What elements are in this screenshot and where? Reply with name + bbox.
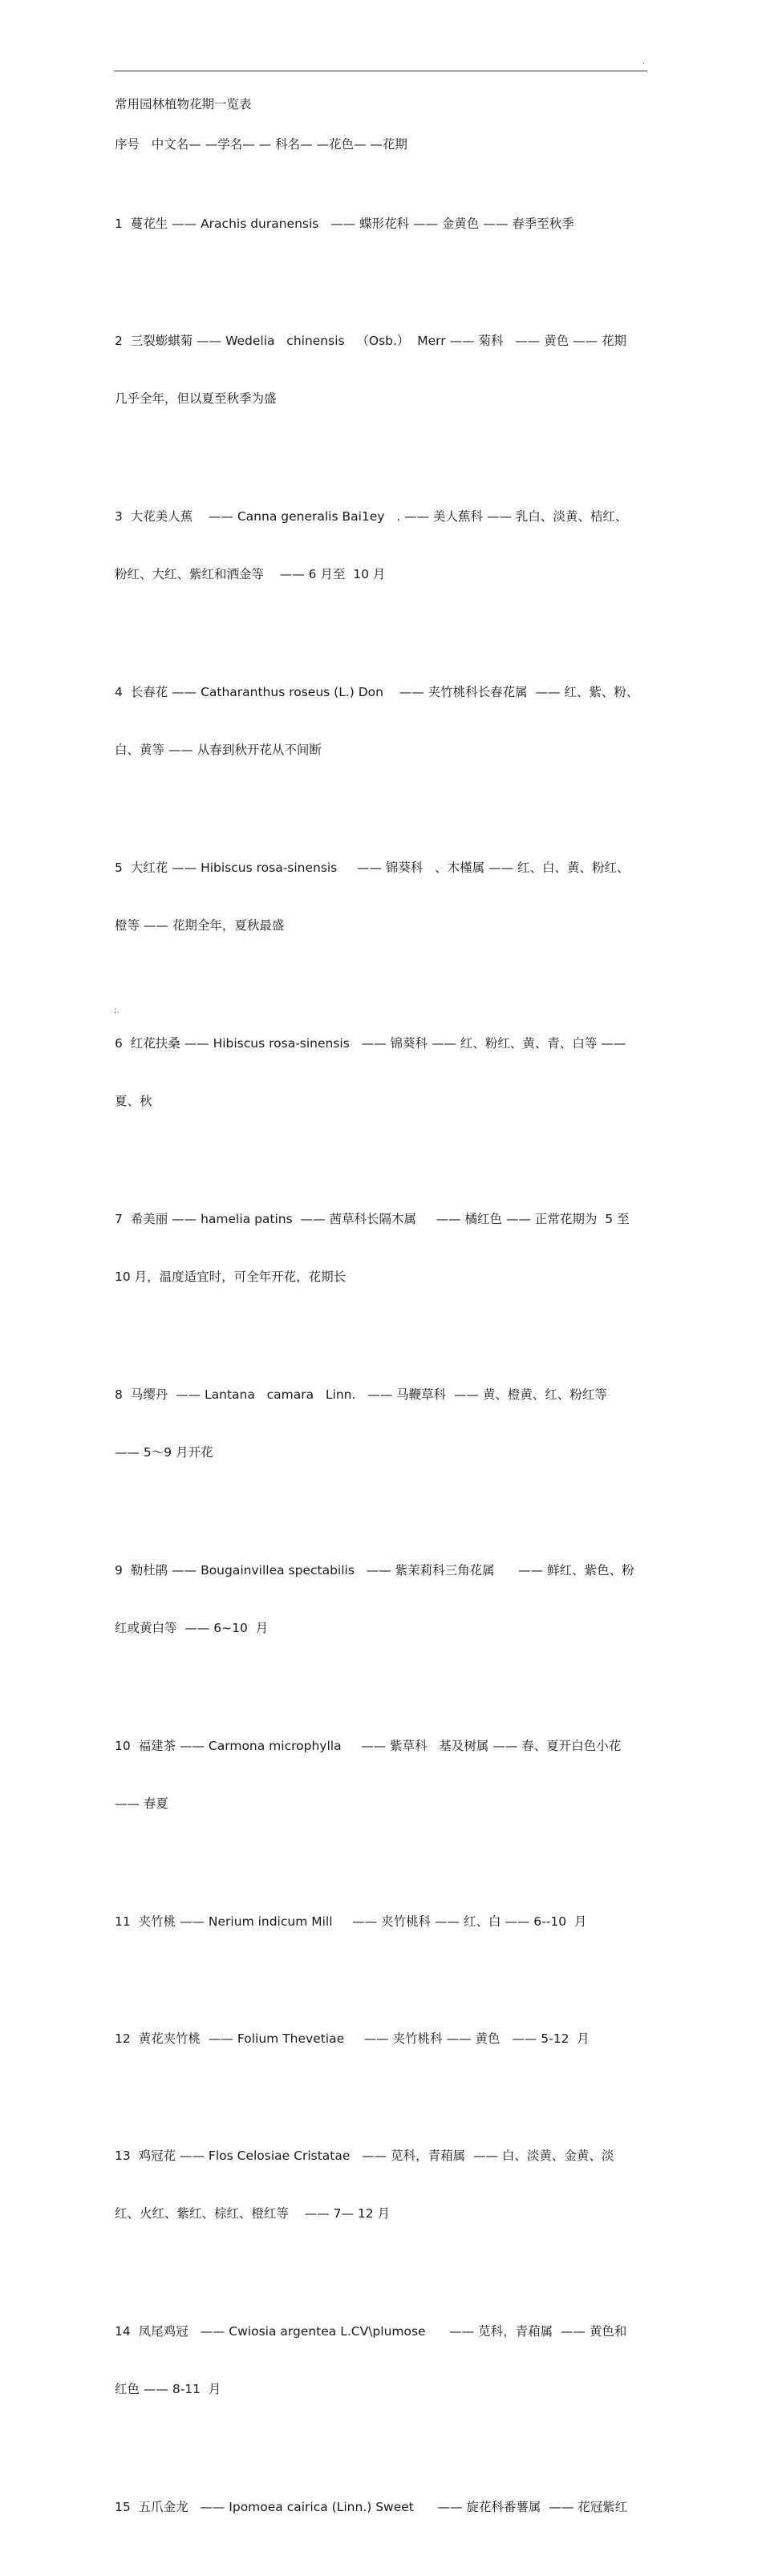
entry-line: 夏、秋 bbox=[115, 1094, 152, 1108]
entry-line: 13 鸡冠花 —— Flos Celosiae Cristatae —— 苋科，青葙属 —— 白、淡黄、金黄、淡 bbox=[115, 2149, 614, 2163]
entry-line: 9 勒杜鹃 —— Bougainvillea spectabilis —— 紫茉莉科三角花属 —— 鲜红、紫色、粉 bbox=[115, 1563, 634, 1578]
entry-line: —— 春夏 bbox=[115, 1796, 168, 1811]
entry-line: 几乎全年，但以夏至秋季为盛 bbox=[115, 391, 277, 406]
entry-line: 8 马缨丹 —— Lantana camara Linn. —— 马鞭草科 —— 黄、橙黄、红、粉红等 bbox=[115, 1387, 607, 1402]
list-item bbox=[115, 995, 648, 1149]
list-item bbox=[115, 2283, 648, 2437]
list-item bbox=[115, 1991, 648, 2087]
footer-mark: ;. bbox=[114, 1007, 120, 1015]
list-item bbox=[115, 1522, 648, 1676]
list-item bbox=[115, 1171, 648, 1325]
column-header: 序号 中文名— —学名— — 科名— —花色— —花期 bbox=[115, 137, 407, 152]
list-item bbox=[115, 1873, 648, 1970]
entry-line: 3 大花美人蕉 —— Canna generalis Bai1ey . —— 美人蕉科 —— 乳白、淡黄、桔红、 bbox=[115, 509, 628, 524]
entry-line: 粉红、大红、紫红和洒金等 —— 6 月至 10 月 bbox=[115, 567, 386, 581]
entry-line: 6 红花扶桑 —— Hibiscus rosa-sinensis —— 锦葵科 —— 红、粉红、黄、青、白等 —— bbox=[115, 1036, 626, 1051]
entry-line: 4 长春花 —— Catharanthus roseus (L.) Don —— 夹竹桃科长春花属 —— 红、紫、粉、 bbox=[115, 685, 639, 699]
list-item bbox=[115, 2108, 648, 2262]
entry-line: 12 黄花夹竹桃 —— Folium Thevetiae —— 夹竹桃科 —— 黄色 —— 5-12 月 bbox=[115, 2031, 590, 2046]
entry-line: 11 夹竹桃 —— Nerium indicum Mill —— 夹竹桃科 —— 红、白 —— 6--10 月 bbox=[115, 1914, 587, 1929]
entry-line: 7 希美丽 —— hamelia patins —— 茜草科长隔木属 —— 橘红色 —— 正常花期为 5 至 bbox=[115, 1212, 630, 1226]
entry-line: 5 大红花 —— Hibiscus rosa-sinensis —— 锦葵科 、木槿属 —— 红、白、黄、粉红、 bbox=[115, 861, 630, 875]
list-item bbox=[115, 468, 648, 622]
entry-line: 白、黄等 —— 从春到秋开花从不间断 bbox=[115, 743, 322, 757]
list-item bbox=[115, 1347, 648, 1501]
entry-line: 10 月，温度适宜时，可全年开花，花期长 bbox=[115, 1270, 347, 1284]
list-item bbox=[115, 644, 648, 798]
header-mark: . bbox=[642, 58, 646, 67]
list-item bbox=[115, 820, 648, 974]
list-item bbox=[115, 2459, 648, 2555]
document-body bbox=[115, 95, 648, 2576]
entry-line: 15 五爪金龙 —— Ipomoea cairica (Linn.) Sweet —— 旋花科番薯属 —— 花冠紫红 bbox=[115, 2500, 628, 2514]
list-item bbox=[115, 293, 648, 447]
entry-line: —— 5～9 月开花 bbox=[115, 1445, 213, 1460]
entry-line: 1 蔓花生 —— Arachis duranensis —— 蝶形花科 —— 金黄色 —— 春季至秋季 bbox=[115, 217, 574, 231]
entry-line: 红或黄白等 —— 6~10 月 bbox=[115, 1621, 269, 1635]
entry-line: 2 三裂蟛蜞菊 —— Wedelia chinensis （Osb.） Merr —— 菊科 —— 黄色 —— 花期 bbox=[115, 334, 627, 348]
entry-line: 橙等 —— 花期全年，夏秋最盛 bbox=[115, 918, 285, 933]
entry-line: 红、火红、紫红、棕红、橙红等 —— 7— 12 月 bbox=[115, 2206, 391, 2221]
list-item bbox=[115, 1698, 648, 1852]
entry-line: 10 福建茶 —— Carmona microphylla —— 紫草科 基及树属 —— 春、夏开白色小花 bbox=[115, 1739, 622, 1753]
entry-line: 红色 —— 8-11 月 bbox=[115, 2382, 221, 2396]
document-title: 常用园林植物花期一览表 bbox=[115, 97, 252, 111]
entry-line: 14 凤尾鸡冠 —— Cwiosia argentea L.CV\plumose —— 苋科，青葙属 —— 黄色和 bbox=[115, 2324, 627, 2339]
list-item bbox=[115, 176, 648, 272]
